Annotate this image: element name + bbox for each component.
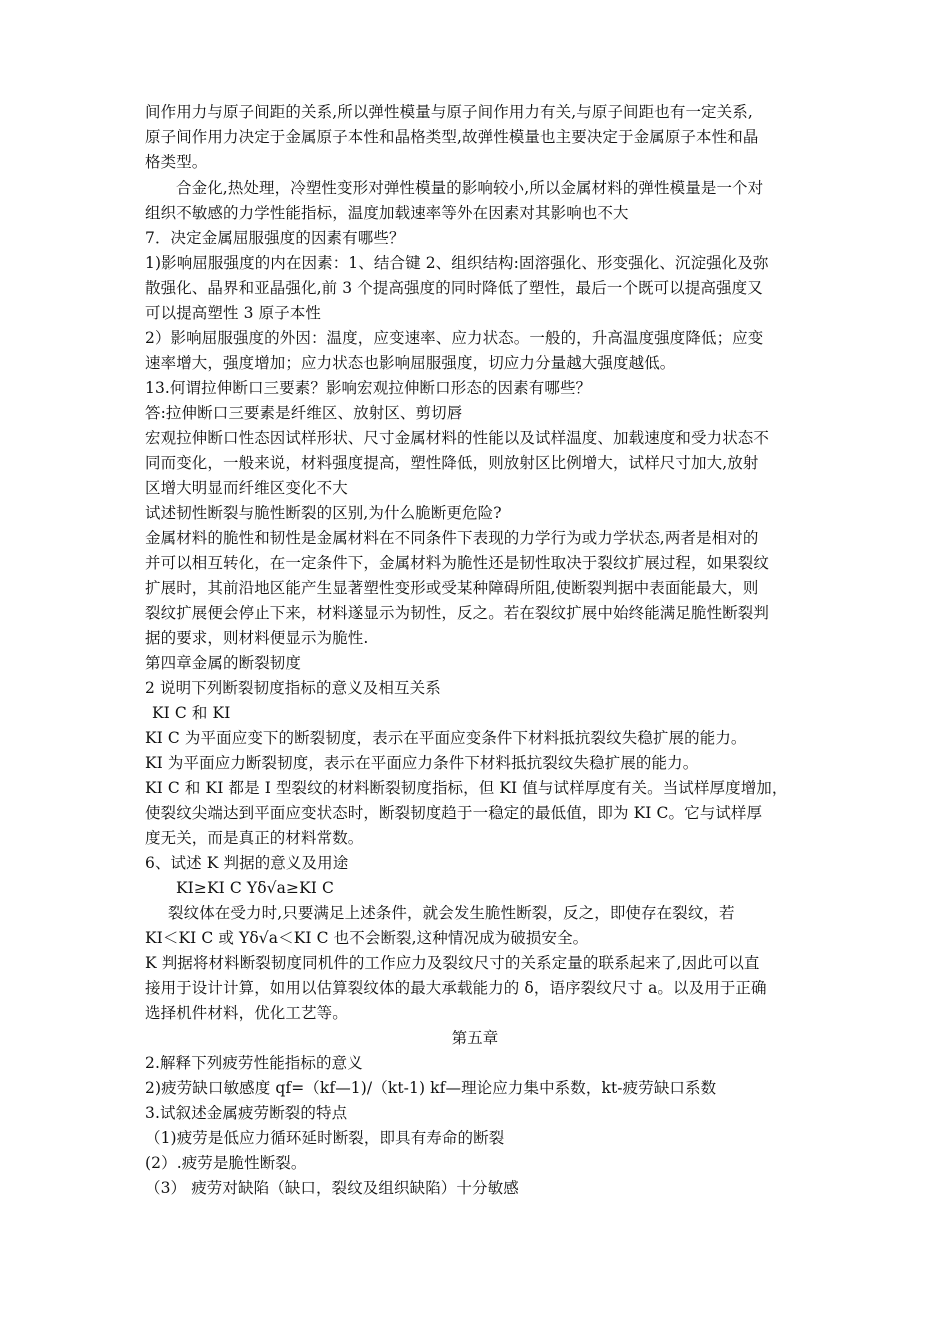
- text-line: 原子间作用力决定于金属原子本性和晶格类型,故弹性模量也主要决定于金属原子本性和晶: [145, 128, 759, 146]
- text-line: 据的要求，则材料便显示为脆性.: [145, 629, 369, 647]
- text-line: 格类型。: [145, 153, 208, 171]
- text-line: 2）影响屈服强度的外因：温度，应变速率、应力状态。一般的，升高温度强度降低；应变: [145, 329, 764, 347]
- text-line: 宏观拉伸断口性态因试样形状、尺寸金属材料的性能以及试样温度、加载速度和受力状态不: [145, 429, 770, 447]
- text-line: 散强化、晶界和亚晶强化,前 3 个提高强度的同时降低了塑性，最后一个既可以提高强度又: [145, 279, 763, 297]
- question-heading: 3.试叙述金属疲劳断裂的特点: [145, 1104, 348, 1122]
- text-line: 选择机件材料，优化工艺等。: [145, 1004, 348, 1022]
- text-line: 接用于设计计算，如用以估算裂纹体的最大承载能力的 δ，语序裂纹尺寸 a。以及用于正确: [145, 979, 767, 997]
- formula-line: KI≥KI C Yδ√a≥KI C: [176, 879, 334, 897]
- text-line: 1)影响屈服强度的内在因素：1、结合键 2、组织结构:固溶强化、形变强化、沉淀强化及弥: [145, 254, 769, 272]
- text-line: 度无关，而是真正的材料常数。: [145, 829, 364, 847]
- text-line: KI C 和 KI 都是 I 型裂纹的材料断裂韧度指标，但 KI 值与试样厚度有关。当试样厚度增加，: [145, 779, 788, 797]
- text-line: 答:拉伸断口三要素是纤维区、放射区、剪切唇: [145, 404, 463, 422]
- text-line: 可以提高塑性 3 原子本性: [145, 304, 322, 322]
- text-line: 区增大明显而纤维区变化不大: [145, 479, 348, 497]
- text-line: 同而变化，一般来说，材料强度提高，塑性降低，则放射区比例增大，试样尺寸加大,放射: [145, 454, 759, 472]
- text-line: (2）.疲劳是脆性断裂。: [145, 1154, 307, 1172]
- text-line: （1)疲劳是低应力循环延时断裂，即具有寿命的断裂: [145, 1129, 505, 1147]
- question-heading: 7．决定金属屈服强度的因素有哪些？: [145, 229, 405, 247]
- text-line: 并可以相互转化，在一定条件下，金属材料为脆性还是韧性取决于裂纹扩展过程，如果裂纹: [145, 554, 770, 572]
- question-heading: 试述韧性断裂与脆性断裂的区别,为什么脆断更危险?: [145, 504, 502, 522]
- text-line: （3） 疲劳对缺陷（缺口，裂纹及组织缺陷）十分敏感: [145, 1179, 519, 1197]
- text-line: 扩展时，其前沿地区能产生显著塑性变形或受某种障碍所阻,使断裂判据中表面能最大，则: [145, 579, 759, 597]
- text-line: KI C 为平面应变下的断裂韧度，表示在平面应变条件下材料抵抗裂纹失稳扩展的能力。: [145, 729, 747, 747]
- chapter-heading: 第四章金属的断裂韧度: [145, 654, 302, 672]
- text-line: 2)疲劳缺口敏感度 qf=（kf—1)/（kt-1) kf—理论应力集中系数，kt-疲劳缺口系数: [145, 1079, 717, 1097]
- text-line: 间作用力与原子间距的关系,所以弹性模量与原子间作用力有关,与原子间距也有一定关系,: [145, 103, 753, 121]
- text-line: 裂纹扩展便会停止下来，材料遂显示为韧性，反之。若在裂纹扩展中始终能满足脆性断裂判: [145, 604, 770, 622]
- text-line: KI＜KI C 或 Yδ√a＜KI C 也不会断裂,这种情况成为破损安全。: [145, 929, 589, 947]
- text-line: 金属材料的脆性和韧性是金属材料在不同条件下表现的力学行为或力学状态,两者是相对的: [145, 529, 759, 547]
- text-line: 组织不敏感的力学性能指标，温度加载速率等外在因素对其影响也不大: [145, 204, 629, 222]
- text-line: 合金化,热处理，冷塑性变形对弹性模量的影响较小,所以金属材料的弹性模量是一个对: [176, 179, 764, 197]
- question-heading: 6、试述 K 判据的意义及用途: [145, 854, 349, 872]
- text-line: 裂纹体在受力时,只要满足上述条件，就会发生脆性断裂，反之，即使存在裂纹，若: [168, 904, 735, 922]
- text-line: KI 为平面应力断裂韧度，表示在平面应力条件下材料抵抗裂纹失稳扩展的能力。: [145, 754, 699, 772]
- chapter-heading: 第五章: [451, 1029, 499, 1047]
- question-heading: 2.解释下列疲劳性能指标的意义: [145, 1054, 363, 1072]
- question-heading: 13.何谓拉伸断口三要素？影响宏观拉伸断口形态的因素有哪些？: [145, 379, 592, 397]
- text-line: K 判据将材料断裂韧度同机件的工作应力及裂纹尺寸的关系定量的联系起来了,因此可以直: [145, 954, 760, 972]
- text-line: 使裂纹尖端达到平面应变状态时，断裂韧度趋于一稳定的最低值，即为 KI C。它与试样厚: [145, 804, 763, 822]
- text-line: KI C 和 KI: [152, 704, 231, 722]
- text-line: 速率增大，强度增加；应力状态也影响屈服强度，切应力分量越大强度越低。: [145, 354, 676, 372]
- question-heading: 2 说明下列断裂韧度指标的意义及相互关系: [145, 679, 441, 697]
